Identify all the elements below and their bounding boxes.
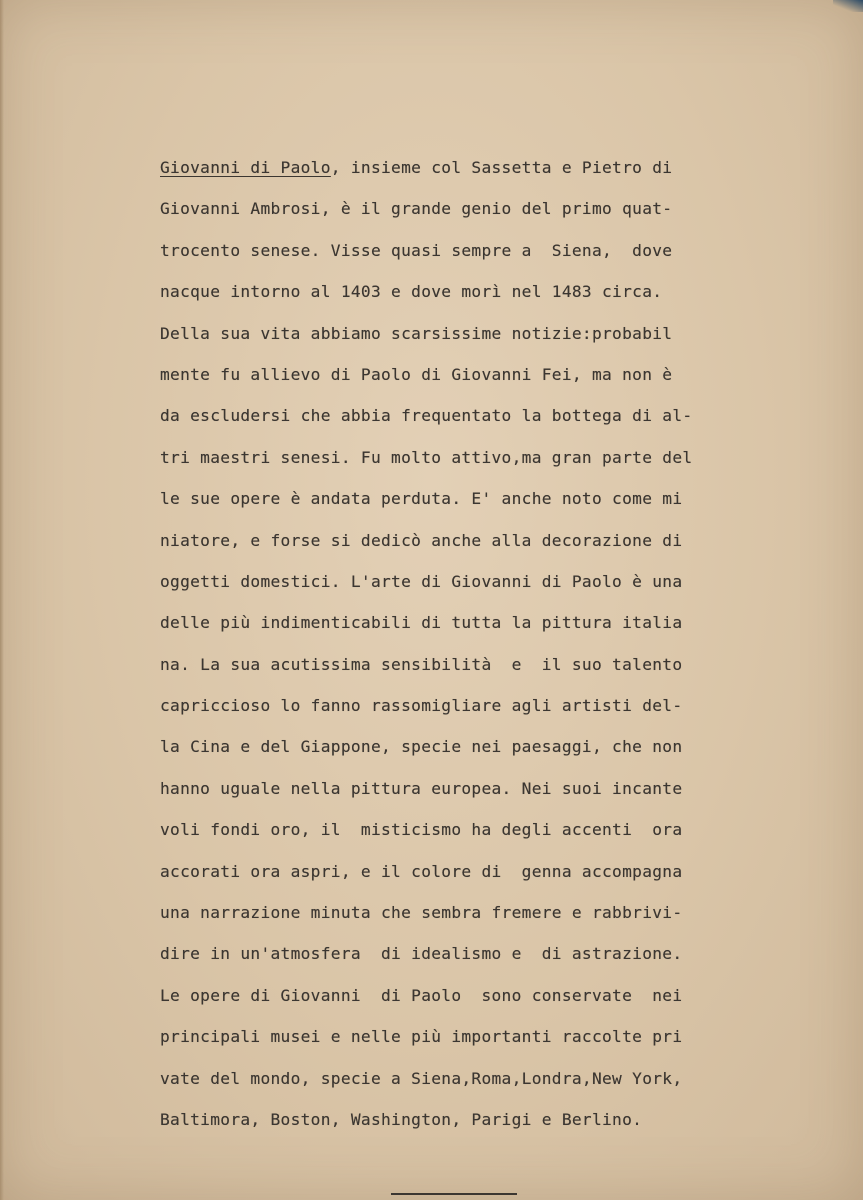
- text-line: Le opere di Giovanni di Paolo sono conservate nei: [160, 985, 683, 1005]
- text-line: accorati ora aspri, e il colore di genna accompagna: [160, 861, 683, 881]
- text-line: la Cina e del Giappone, specie nei paesaggi, che non: [160, 737, 683, 757]
- paper-left-edge: [0, 0, 4, 1200]
- text-line: da escludersi che abbia frequentato la bottega di al-: [160, 406, 693, 426]
- background-corner: [833, 0, 863, 12]
- text-line: oggetti domestici. L'arte di Giovanni di Paolo è una: [160, 571, 683, 591]
- text-line: voli fondi oro, il misticismo ha degli accenti ora: [160, 820, 683, 840]
- text-line: niatore, e forse si dedicò anche alla decorazione di: [160, 530, 683, 550]
- text-line: una narrazione minuta che sembra fremere e rabbrivi-: [160, 903, 683, 923]
- text-line: Baltimora, Boston, Washington, Parigi e Berlino.: [160, 1109, 643, 1129]
- text-line: tri maestri senesi. Fu molto attivo,ma gran parte del: [160, 447, 693, 467]
- first-line-rest: , insieme col Sassetta e Pietro di: [330, 158, 673, 177]
- title-underlined: Giovanni di Paolo: [160, 158, 331, 177]
- text-line: capriccioso lo fanno rassomigliare agli artisti del-: [160, 696, 683, 716]
- text-line: dire in un'atmosfera di idealismo e di astrazione.: [160, 944, 683, 964]
- text-line: Giovanni Ambrosi, è il grande genio del primo quat-: [160, 199, 673, 219]
- text-line: trocento senese. Visse quasi sempre a Siena, dove: [160, 240, 673, 260]
- text-line: Della sua vita abbiamo scarsissime notizie:probabil: [160, 323, 673, 343]
- text-line: nacque intorno al 1403 e dove morì nel 1483 circa.: [160, 282, 663, 302]
- text-line: principali musei e nelle più importanti raccolte pri: [160, 1027, 683, 1047]
- text-line-1: [160, 153, 760, 194]
- text-line: mente fu allievo di Paolo di Giovanni Fei, ma non è: [160, 364, 673, 384]
- text-line: delle più indimenticabili di tutta la pittura italia: [160, 613, 683, 633]
- text-line: le sue opere è andata perduta. E' anche noto come mi: [160, 489, 683, 509]
- bottom-divider: [391, 1193, 517, 1195]
- typewritten-text-block: [160, 153, 760, 1146]
- text-line: vate del mondo, specie a Siena,Roma,Londra,New York,: [160, 1068, 683, 1088]
- text-line: na. La sua acutissima sensibilità e il suo talento: [160, 654, 683, 674]
- text-line: hanno uguale nella pittura europea. Nei suoi incante: [160, 778, 683, 798]
